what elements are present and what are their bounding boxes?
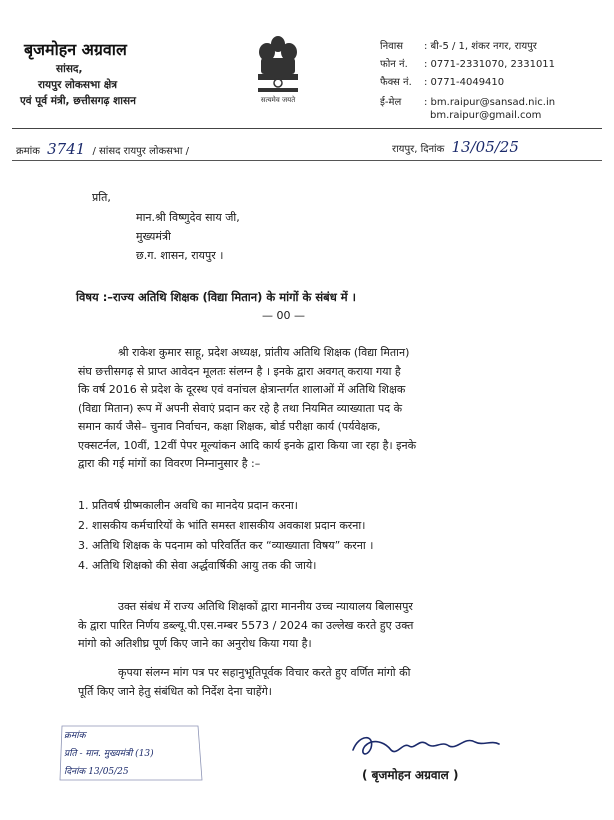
demand-item-3: 3. अतिथि शिक्षक के पदनाम को परिवर्तित कर “व्याख्याता विषय” करना । [78, 539, 374, 552]
sender-former-post: एवं पूर्व मंत्री, छत्तीसगढ़ शासन [20, 95, 136, 107]
recipient-address: छ.ग. शासन, रायपुर । [136, 249, 224, 262]
body-paragraph-1: श्री राकेश कुमार साहू, प्रदेश अध्यक्ष, प्रांतीय अतिथि शिक्षक (विद्या मितान) संघ छत्तीसगढ़ से प्राप्त आवेदन मूलतः संलग्न है । इनके द्वारा अवगत् कराया गया है कि वर्ष 2016 से प्रदेश के दूरस्थ एवं वनांचल क्षेत्रान्तर्गत शालाओं में अतिथि शिक्षक (विद्या मितान) रूप में अपनी सेवाएं प्रदान कर रहे है तथा नियमित व्याख्याता पद के समान कार्य जैसे– चुनाव निर्वाचन, कक्षा शिक्षक, बोर्ड परीक्षा कार्य (पर्यवेक्षक, एक्सटर्नल, 10वीं, 12वीं पेपर मूल्यांकन आदि कार्य इनके द्वारा किया जा रहा है। इनके द्वारा की गई मांगों का विवरण निम्नानुसार है :– [78, 346, 417, 470]
stamp-number-label: क्रमांक [64, 731, 86, 741]
signatory-name: ( बृजमोहन अग्रवाल ) [362, 768, 459, 782]
stamp-date: दिनांक 13/05/25 [64, 767, 129, 777]
sender-designation: सांसद, [56, 63, 83, 75]
recipient-name: मान.श्री विष्णुदेव साय जी, [136, 211, 240, 224]
contact-phone: फोन नं. : 0771-2331070, 2331011 [380, 59, 556, 70]
salutation: प्रति, [92, 191, 111, 204]
demand-item-1: 1. प्रतिवर्ष ग्रीष्मकालीन अवधि का मानदेय प्रदान करना। [78, 499, 298, 512]
national-emblem-icon [252, 30, 304, 114]
reference-divider [12, 160, 602, 161]
demand-item-2: 2. शासकीय कर्मचारियों के भांति समस्त शासकीय अवकाश प्रदान करना। [78, 519, 366, 532]
reference-line: क्रमांक 3741 / सांसद रायपुर लोकसभा / [16, 140, 190, 158]
handwritten-signature [345, 728, 505, 762]
body-paragraph-2: उक्त संबंध में राज्य अतिथि शिक्षकों द्वारा माननीय उच्च न्यायालय बिलासपुर के द्वारा पारित निर्णय डब्ल्यू.पी.एस.नम्बर 5573 / 2024 का उल्लेख करते हुए उक्त मांगो को अतिशीघ्र पूर्ण किए जाने का अनुरोध किया गया है। [78, 600, 414, 650]
contact-fax: फैक्स नं. : 0771-4049410 [380, 77, 505, 88]
sender-constituency: रायपुर लोकसभा क्षेत्र [38, 79, 118, 91]
subject-line: विषय :–राज्य अतिथि शिक्षक (विद्या मितान) के मांगों के संबंध में । [76, 290, 357, 304]
sender-name: बृजमोहन अग्रवाल [24, 40, 127, 59]
contact-email: ई-मेल : bm.raipur@sansad.nic.in [380, 97, 556, 108]
contact-email-alt: bm.raipur@gmail.com [430, 110, 542, 121]
subject-divider: — 00 — [262, 309, 305, 322]
stamp-forwarded-to: प्रति - मान. मुख्यमंत्री (13) [64, 749, 154, 759]
letter-date: 13/05/25 [451, 138, 519, 156]
letterhead-divider [12, 128, 602, 129]
inward-stamp [58, 722, 208, 784]
contact-residence: निवास : बी-5 / 1, शंकर नगर, रायपुर [380, 41, 537, 52]
recipient-designation: मुख्यमंत्री [136, 230, 171, 243]
emblem-motto: सत्यमेव जयते [260, 96, 296, 104]
demand-item-4: 4. अतिथि शिक्षको की सेवा अर्द्धवार्षिकी आयु तक की जाये। [78, 559, 317, 572]
reference-number: 3741 [47, 140, 86, 158]
date-line: रायपुर, दिनांक 13/05/25 [392, 138, 519, 156]
body-paragraph-3: कृपया संलग्न मांग पत्र पर सहानुभूतिपूर्वक विचार करते हुए वर्णित मांगो की पूर्ति किए जाने हेतु संबंधित को निर्देश देना चाहेंगे। [78, 666, 411, 698]
